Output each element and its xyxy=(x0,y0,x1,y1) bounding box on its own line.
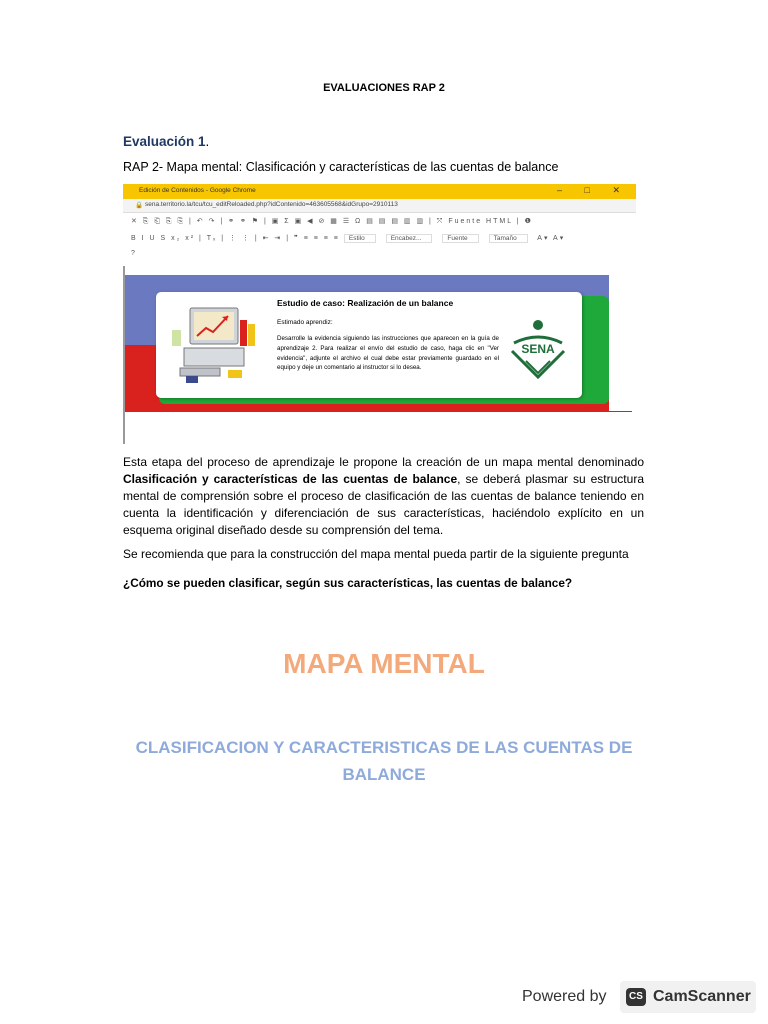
evaluation-heading xyxy=(123,134,209,149)
camscanner-brand: CamScanner xyxy=(653,988,751,1005)
card-greeting: Estimado aprendiz: xyxy=(277,319,333,326)
size-select: Tamaño xyxy=(489,234,528,243)
paragraph1-end: , se deberá plasmar su estructura mental de comprensión sobre el proceso de clasificación de las cuentas de balance teniendo en cuenta la identificación y diferenciación de sus características, haciéndolo explícito en un esquema original diseñado desde su comprensión del tema. xyxy=(123,472,644,537)
mind-map-title: MAPA MENTAL xyxy=(283,648,485,679)
evaluation-heading-text: Evaluación 1 xyxy=(123,134,206,149)
course-banner xyxy=(125,275,609,412)
format-buttons: B I U S x₂ x² | Tₓ | ⋮ ⋮ | ⇤ ⇥ | ❞ ≡ ≡ ≡ ≡ xyxy=(131,235,340,242)
sena-logo-text: SENA xyxy=(521,342,555,356)
style-select: Estilo xyxy=(344,234,376,243)
rap-line: RAP 2- Mapa mental: Clasificación y características de las cuentas de balance xyxy=(123,160,559,174)
camscanner-badge xyxy=(620,981,756,1013)
address-bar xyxy=(123,199,636,213)
paragraph1-start: Esta etapa del proceso de aprendizaje le propone la creación de un mapa mental denominado xyxy=(123,455,644,469)
powered-by-text: Powered by xyxy=(522,988,607,1005)
window-controls: – □ ✕ xyxy=(557,185,630,195)
text-color-icon: A▾ A▾ xyxy=(537,235,566,242)
card-title: Estudio de caso: Realización de un balance xyxy=(277,298,454,308)
mind-map-subtitle: CLASIFICACION Y CARACTERISTICAS DE LAS CUENTAS DE BALANCE xyxy=(135,738,633,784)
computer-illustration-icon xyxy=(170,306,260,386)
browser-title-bar xyxy=(123,184,636,199)
sena-logo xyxy=(506,317,570,381)
embedded-screenshot xyxy=(123,184,636,444)
camscanner-icon: CS xyxy=(626,988,646,1006)
banner-red-line xyxy=(127,411,632,412)
browser-window-title: Edición de Contenidos - Google Chrome xyxy=(139,187,256,194)
guiding-question: ¿Cómo se pueden clasificar, según sus características, las cuentas de balance? xyxy=(123,576,573,590)
editor-toolbar-row-1: ✕ ⎘ ⎗ ⎘ ⎘ | ↶ ↷ | ⚭ ⚭ ⚑ | ▣ Σ ▣ ◀ ⊘ ▦ ☰ Ω ▤ ▤ ▤ ▥ ▥ | ⤧ Fuente HTML | ❶ xyxy=(131,218,533,225)
instruction-paragraph xyxy=(123,454,644,539)
heading-select: Encabez... xyxy=(386,234,433,243)
case-study-card xyxy=(156,292,582,398)
font-select: Fuente xyxy=(442,234,478,243)
editor-toolbar-row-3: ? xyxy=(131,250,137,257)
lock-icon: 🔒 xyxy=(135,202,144,209)
card-body: Desarrolle la evidencia siguiendo las instrucciones que aparecen en la guía de aprendizaje 2. Para realizar el envío del estudio de caso, haga clic en "Ver evidencia", adjunte el archivo el cual debe estar previamente guardado en el equipo y deje un comentario al instructor si lo desea. xyxy=(277,335,499,372)
document-title: EVALUACIONES RAP 2 xyxy=(323,82,445,94)
paragraph1-bold: Clasificación y características de las cuentas de balance xyxy=(123,472,458,486)
evaluation-heading-dot: . xyxy=(205,134,210,149)
editor-toolbar-row-2 xyxy=(131,234,565,247)
recommendation-paragraph: Se recomienda que para la construcción del mapa mental pueda partir de la siguiente pregunta xyxy=(123,547,629,561)
address-url: sena.territorio.la/tcu/tcu_editReloaded.php?idContenido=463605568&idGrupo=2910113 xyxy=(145,201,398,208)
